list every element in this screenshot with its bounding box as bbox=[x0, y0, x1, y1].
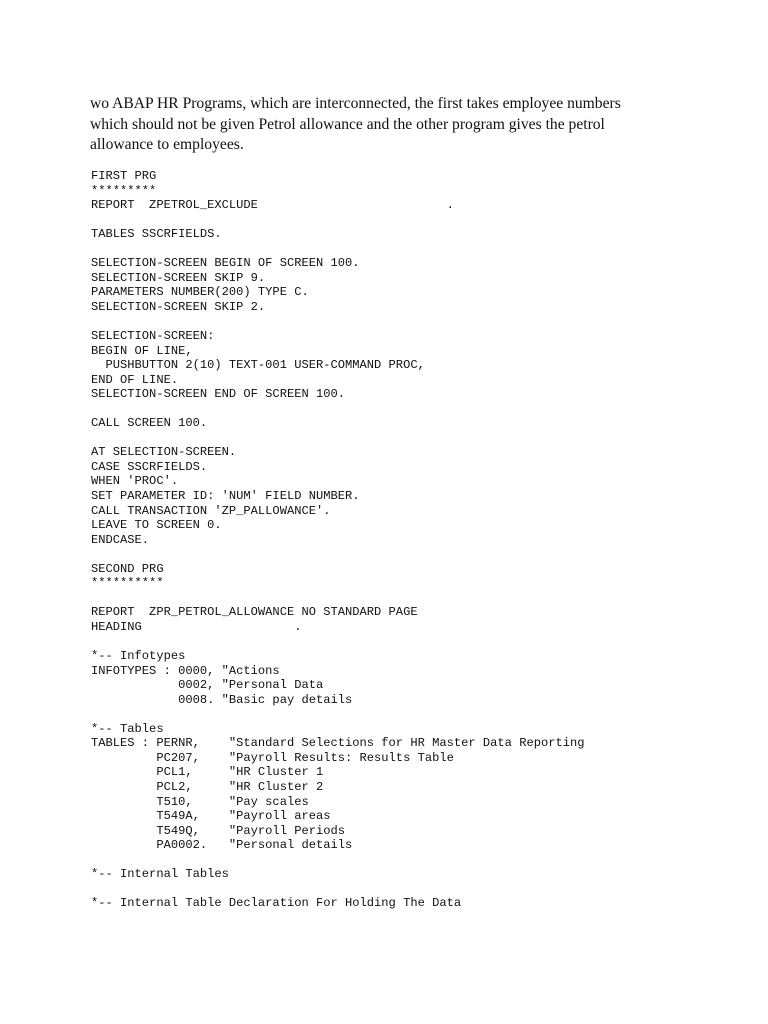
code-line: REPORT ZPR_PETROL_ALLOWANCE NO STANDARD PAGE bbox=[91, 605, 418, 620]
intro-line: allowance to employees. bbox=[90, 136, 244, 153]
code-line: SECOND PRG bbox=[91, 561, 164, 576]
code-line: HEADING . bbox=[91, 619, 302, 634]
code-line bbox=[91, 707, 751, 722]
code-line: ********** bbox=[91, 576, 164, 591]
code-line: PA0002. "Personal details bbox=[91, 838, 353, 853]
code-line: AT SELECTION-SCREEN. bbox=[91, 445, 237, 460]
code-line: CASE SSCRFIELDS. bbox=[91, 459, 208, 474]
intro-line: wo ABAP HR Programs, which are interconnected, the first takes employee numbers bbox=[90, 95, 621, 112]
code-line: SELECTION-SCREEN BEGIN OF SCREEN 100. bbox=[91, 256, 360, 271]
code-line: BEGIN OF LINE, bbox=[91, 343, 193, 358]
code-line: T549Q, "Payroll Periods bbox=[91, 823, 346, 838]
code-line: CALL TRANSACTION 'ZP_PALLOWANCE'. bbox=[91, 503, 331, 518]
code-line bbox=[91, 591, 751, 606]
code-line bbox=[91, 431, 751, 446]
code-line: PUSHBUTTON 2(10) TEXT-001 USER-COMMAND PROC, bbox=[91, 358, 425, 373]
intro-line: which should not be given Petrol allowance and the other program gives the petrol bbox=[90, 115, 605, 133]
code-line bbox=[91, 882, 751, 897]
code-line bbox=[91, 547, 751, 562]
code-line: PCL1, "HR Cluster 1 bbox=[91, 765, 324, 780]
code-line: ********* bbox=[91, 183, 157, 198]
code-line: ENDCASE. bbox=[91, 532, 150, 547]
code-line: T510, "Pay scales bbox=[91, 794, 309, 809]
code-line: WHEN 'PROC'. bbox=[91, 474, 179, 489]
code-block bbox=[91, 169, 751, 911]
code-line: REPORT ZPETROL_EXCLUDE . bbox=[91, 198, 454, 213]
code-line bbox=[91, 635, 751, 650]
code-line: PCL2, "HR Cluster 2 bbox=[91, 779, 324, 794]
code-line: T549A, "Payroll areas bbox=[91, 809, 331, 824]
code-line: FIRST PRG bbox=[91, 169, 157, 183]
code-line: *-- Internal Tables bbox=[91, 867, 229, 882]
code-line: PARAMETERS NUMBER(200) TYPE C. bbox=[91, 285, 309, 300]
code-line: SET PARAMETER ID: 'NUM' FIELD NUMBER. bbox=[91, 489, 360, 504]
code-line: CALL SCREEN 100. bbox=[91, 416, 208, 431]
code-line: *-- Infotypes bbox=[91, 649, 186, 664]
code-line bbox=[91, 853, 751, 868]
code-line bbox=[91, 213, 751, 228]
code-line: SELECTION-SCREEN SKIP 2. bbox=[91, 299, 266, 314]
code-line bbox=[91, 242, 751, 257]
code-line: *-- Tables bbox=[91, 721, 164, 736]
code-line bbox=[91, 314, 751, 329]
code-line bbox=[91, 402, 751, 417]
code-line: TABLES : PERNR, "Standard Selections for HR Master Data Reporting bbox=[91, 736, 585, 751]
code-line: SELECTION-SCREEN END OF SCREEN 100. bbox=[91, 387, 346, 402]
code-line: END OF LINE. bbox=[91, 372, 179, 387]
code-line: 0008. "Basic pay details bbox=[91, 692, 353, 707]
code-line: INFOTYPES : 0000, "Actions bbox=[91, 663, 280, 678]
code-line: TABLES SSCRFIELDS. bbox=[91, 227, 222, 242]
code-line: PC207, "Payroll Results: Results Table bbox=[91, 750, 454, 765]
code-line: SELECTION-SCREEN: bbox=[91, 329, 215, 344]
intro-paragraph bbox=[90, 94, 730, 156]
code-line: LEAVE TO SCREEN 0. bbox=[91, 518, 222, 533]
code-line: 0002, "Personal Data bbox=[91, 678, 324, 693]
code-line: *-- Internal Table Declaration For Holding The Data bbox=[91, 896, 462, 911]
code-line: SELECTION-SCREEN SKIP 9. bbox=[91, 270, 266, 285]
